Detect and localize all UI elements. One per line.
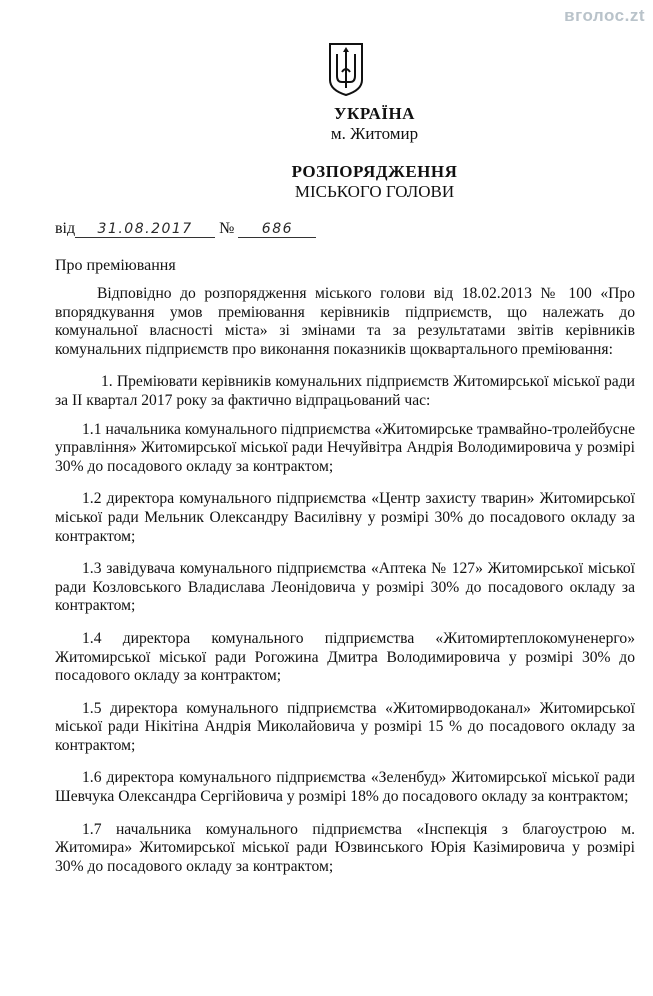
subpoint-1-5: 1.5 директора комунального підприємства «Житомирводоканал» Житомирської міської ради Нікітіна Андрія Миколайовича у розмірі 15 % до посадового окладу за контрактом; — [55, 699, 635, 754]
subject-line: Про преміювання — [55, 257, 176, 274]
subpoint-1-7: 1.7 начальника комунального підприємства «Інспекція з благоустрою м. Житомира» Житомирської міської ради Юзвинського Юрія Казімировича у розмірі 30% до посадового окладу за контрактом; — [55, 820, 635, 875]
preamble-paragraph: Відповідно до розпорядження міського голови від 18.02.2013 № 100 «Про впорядкування умов преміювання керівників підприємств, що належать до комунальної власності міста» зі змінами та за результатами звітів керівників комунальних підприємств про виконання показників щоквартального преміювання: — [55, 285, 635, 358]
number-label: № — [219, 220, 235, 237]
document-type-title: РОЗПОРЯДЖЕННЯ — [291, 162, 458, 181]
trident-coat-of-arms-icon — [328, 42, 364, 96]
issuer-title: МІСЬКОГО ГОЛОВИ — [294, 182, 455, 201]
subpoint-1-6: 1.6 директора комунального підприємства «Зеленбуд» Житомирської міської ради Шевчука Олександра Сергійовича у розмірі 18% до посадового окладу за контрактом; — [55, 769, 635, 806]
document-body — [55, 285, 635, 890]
date-number-line — [55, 220, 316, 238]
handwritten-number: 686 — [238, 221, 316, 238]
city-name: м. Житомир — [330, 124, 419, 143]
country-title: УКРАЇНА — [334, 104, 415, 123]
watermark-logo: вголос.zt — [564, 6, 645, 25]
from-label: від — [55, 220, 76, 237]
subpoint-1-2: 1.2 директора комунального підприємства «Центр захисту тварин» Житомирської міської ради Мельник Олександру Василівну у розмірі 30% до посадового окладу за контрактом; — [55, 490, 635, 545]
subpoint-1-4: 1.4 директора комунального підприємства «Житомиртеплокомуненерго» Житомирської міської ради Рогожина Дмитра Володимировича у розмірі 30% до посадового окладу за контрактом; — [55, 629, 635, 685]
handwritten-date: 31.08.2017 — [75, 221, 215, 238]
subpoint-1-1: 1.1 начальника комунального підприємства «Житомирське трамвайно-тролейбусне управління» Житомирської міської ради Нечуйвітра Андрія Володимировича у розмірі 30% до посадового окладу за контрактом; — [55, 420, 635, 475]
point-1-paragraph: 1. Преміювати керівників комунальних підприємств Житомирської міської ради за ІІ квартал 2017 року за фактично відпрацьований час: — [55, 373, 635, 409]
subpoint-1-3: 1.3 завідувача комунального підприємства «Аптека № 127» Житомирської міської ради Козловського Владислава Леонідовича у розмірі 30% до посадового окладу за контрактом; — [55, 560, 635, 615]
